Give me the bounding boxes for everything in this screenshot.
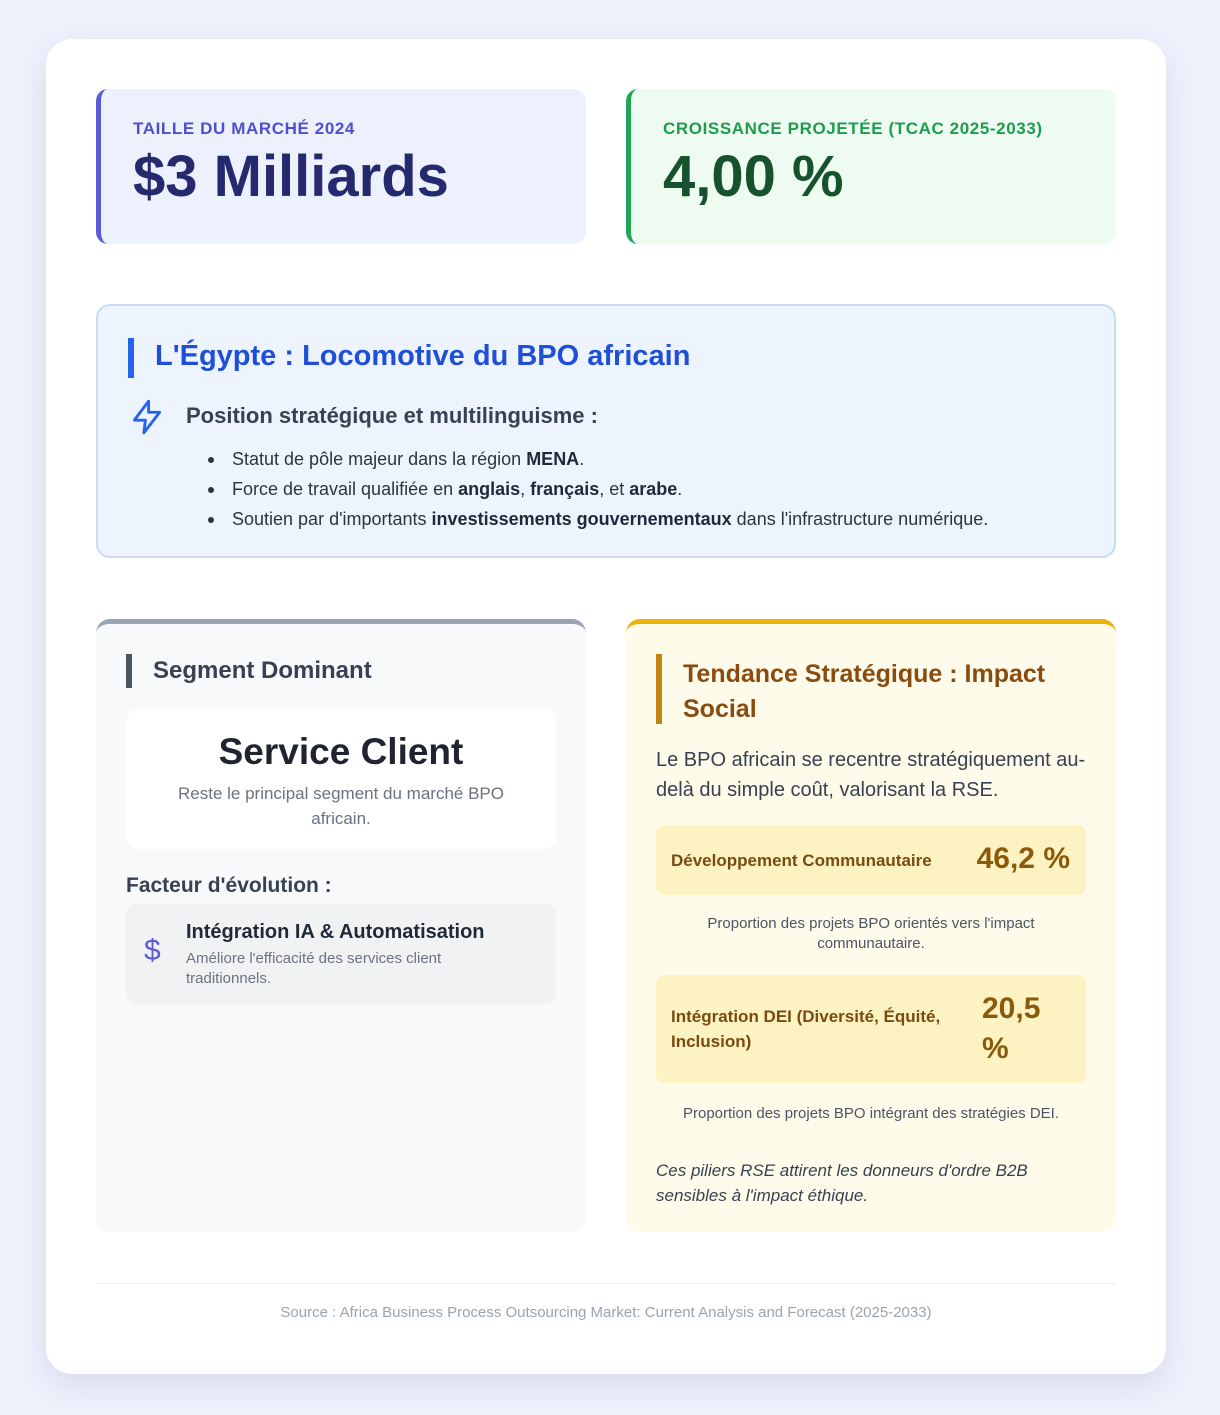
bullet-bold: anglais — [458, 479, 521, 499]
bullet-text: , et — [599, 479, 630, 499]
bullet-text: . — [677, 479, 683, 499]
market-size-label: TAILLE DU MARCHÉ 2024 — [133, 119, 355, 138]
stat-label: Développement Communautaire — [671, 851, 932, 870]
bullet-bold: arabe — [629, 479, 678, 499]
stat-note: Proportion des projets BPO orientés vers l'impact communautaire. — [707, 915, 1035, 952]
egypt-subtitle: Position stratégique et multilinguisme : — [186, 403, 598, 428]
bullet-text: . — [579, 449, 585, 469]
market-size-value: $3 Milliards — [133, 144, 449, 209]
stat-note: Proportion des projets BPO intégrant des stratégies DEI. — [682, 1105, 1060, 1122]
list-item — [208, 444, 988, 474]
source-citation: Source : Africa Business Process Outsourcing Market: Current Analysis and Forecast (2025-2033) — [280, 1304, 932, 1321]
bullet-bold: français — [530, 479, 600, 499]
growth-label: CROISSANCE PROJETÉE (TCAC 2025-2033) — [663, 119, 1043, 138]
factor-title: Intégration IA & Automatisation — [186, 921, 485, 943]
stat-value: 46,2 % — [976, 842, 1070, 875]
trend-footer: Ces piliers RSE attirent les donneurs d'ordre B2B sensibles à l'impact éthique. — [656, 1161, 1028, 1205]
stat-dei — [656, 975, 1086, 1083]
segment-accent-bar — [126, 654, 132, 688]
trend-intro: Le BPO africain se recentre stratégiquement au-delà du simple coût, valorisant la RSE. — [656, 749, 1086, 801]
trend-accent-bar — [656, 654, 662, 724]
dollar-icon: $ — [144, 934, 161, 967]
service-name: Service Client — [218, 731, 464, 772]
lightning-icon — [128, 398, 166, 436]
growth-value: 4,00 % — [663, 144, 844, 209]
stat-community — [656, 825, 1086, 895]
list-item — [208, 474, 988, 504]
divider — [96, 1283, 1116, 1284]
bullet-bold: investissements gouvernementaux — [431, 509, 732, 529]
list-item — [208, 504, 988, 534]
bullet-text: Statut de pôle majeur dans la région — [232, 449, 527, 469]
factor-box — [126, 904, 556, 1004]
stat-value: 20,5 % — [982, 992, 1041, 1065]
factor-label: Facteur d'évolution : — [126, 874, 332, 897]
bullet-bold: MENA — [526, 449, 580, 469]
egypt-bullet-list — [208, 444, 988, 534]
bullet-text: Force de travail qualifiée en — [232, 479, 459, 499]
segment-title: Segment Dominant — [153, 657, 372, 684]
trend-title: Tendance Stratégique : Impact Social — [683, 660, 1046, 723]
egypt-panel — [96, 304, 1116, 558]
growth-kpi — [626, 89, 1116, 244]
infographic-card — [46, 39, 1166, 1374]
bullet-text: dans l'infrastructure numérique. — [731, 509, 989, 529]
bullet-text: Soutien par d'importants — [232, 509, 432, 529]
trend-panel — [626, 619, 1116, 1232]
segment-panel — [96, 619, 586, 1232]
egypt-accent-bar — [128, 338, 134, 378]
market-size-kpi — [96, 89, 586, 244]
bullet-text: , — [520, 479, 531, 499]
service-desc: Reste le principal segment du marché BPO africain. — [178, 784, 504, 828]
stat-label: Intégration DEI (Diversité, Équité, Inclusion) — [671, 1007, 941, 1051]
service-client-box — [126, 709, 556, 849]
factor-desc: Améliore l'efficacité des services client traditionnels. — [186, 950, 442, 987]
egypt-title: L'Égypte : Locomotive du BPO africain — [155, 340, 691, 372]
